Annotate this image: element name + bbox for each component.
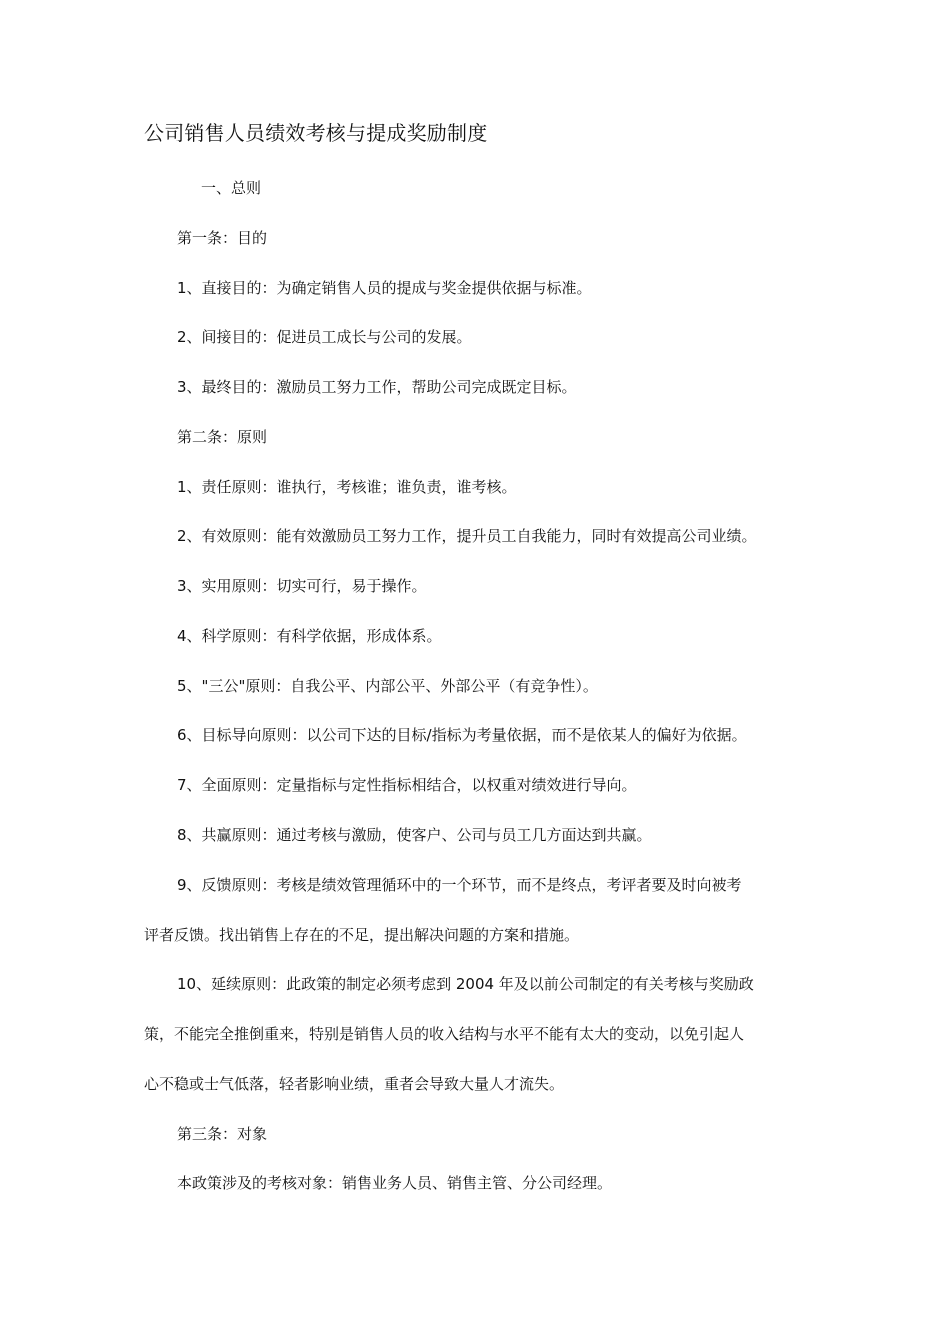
document-title: 公司销售人员绩效考核与提成奖励制度 [144,121,488,145]
article-2-item: 7、全面原则：定量指标与定性指标相结合，以权重对绩效进行导向。 [177,776,637,794]
article-2-item-9-line: 评者反馈。找出销售上存在的不足，提出解决问题的方案和措施。 [144,926,580,944]
article-3-heading: 第三条：对象 [177,1125,268,1143]
article-2-item: 3、实用原则：切实可行，易于操作。 [177,577,427,595]
article-2-item-10-line: 策，不能完全推倒重来，特别是销售人员的收入结构与水平不能有太大的变动，以免引起人 [144,1025,745,1043]
section-heading-general: 一、总则 [201,179,262,197]
article-1-item: 2、间接目的：促进员工成长与公司的发展。 [177,328,472,346]
article-1-heading: 第一条：目的 [177,229,268,247]
article-3-text: 本政策涉及的考核对象：销售业务人员、销售主管、分公司经理。 [177,1174,613,1192]
article-2-item: 6、目标导向原则：以公司下达的目标/指标为考量依据，而不是依某人的偏好为依据。 [177,726,747,744]
article-2-item: 8、共赢原则：通过考核与激励，使客户、公司与员工几方面达到共赢。 [177,826,652,844]
article-2-item: 4、科学原则：有科学依据，形成体系。 [177,627,442,645]
article-2-heading: 第二条：原则 [177,428,268,446]
article-1-item: 1、直接目的：为确定销售人员的提成与奖金提供依据与标准。 [177,279,592,297]
article-2-item-10-line: 心不稳或士气低落，轻者影响业绩，重者会导致大量人才流失。 [144,1075,565,1093]
article-2-item: 2、有效原则：能有效激励员工努力工作，提升员工自我能力，同时有效提高公司业绩。 [177,527,757,545]
article-2-item: 1、责任原则：谁执行，考核谁；谁负责，谁考核。 [177,478,517,496]
article-2-item: 5、"三公"原则：自我公平、内部公平、外部公平（有竞争性）。 [177,677,598,695]
article-1-item: 3、最终目的：激励员工努力工作，帮助公司完成既定目标。 [177,378,577,396]
article-2-item-9-line: 9、反馈原则：考核是绩效管理循环中的一个环节，而不是终点，考评者要及时向被考 [177,876,742,894]
article-2-item-10-line: 10、延续原则：此政策的制定必须考虑到 2004 年及以前公司制定的有关考核与奖励政 [177,975,754,993]
